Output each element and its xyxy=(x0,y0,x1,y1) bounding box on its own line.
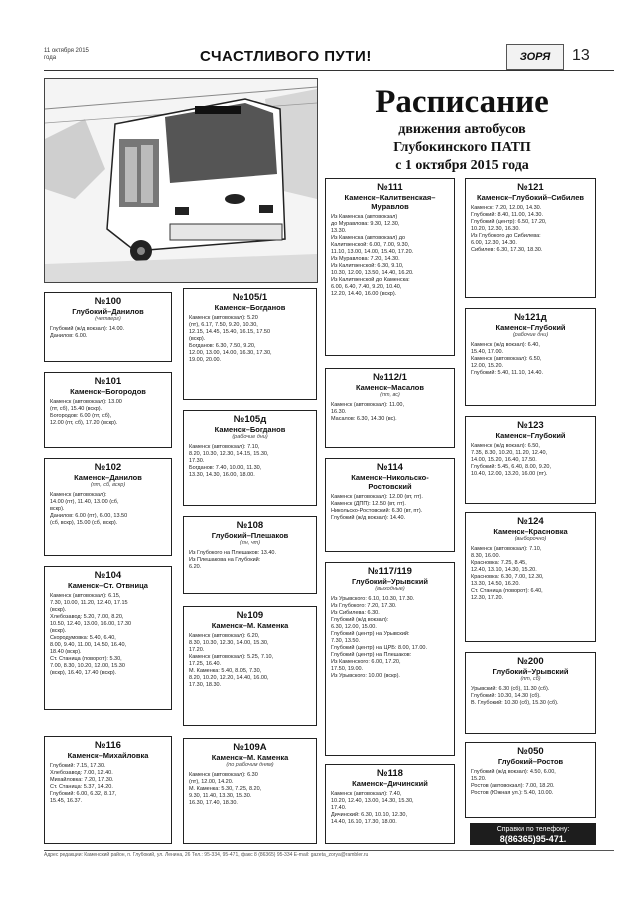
title-line-3: с 1 октября 2015 года xyxy=(395,158,529,173)
route-number: №109 xyxy=(236,610,264,621)
route-box xyxy=(183,288,317,400)
route-times xyxy=(331,791,449,826)
newspaper-logo: ЗОРЯ xyxy=(506,44,564,70)
route-time-line: 13.30, 14.50, 16.20. xyxy=(471,581,520,587)
route-box xyxy=(465,512,596,642)
route-number: №100 xyxy=(94,296,122,307)
route-time-line: Каменск (автовокзал): 6.20, xyxy=(189,633,260,639)
route-time-line: Каменск (автовокзал): 11.00, xyxy=(331,402,404,408)
route-time-line: 12.40, 13.10, 14.30, 15.20. xyxy=(471,567,537,573)
route-time-line: (вскр). xyxy=(50,607,67,613)
route-number: №104 xyxy=(94,570,122,581)
route-number: №200 xyxy=(517,656,544,667)
route-note: (рабочие дни) xyxy=(232,434,268,440)
route-name: Каменск–М. Каменка xyxy=(211,621,289,630)
route-name: Каменск–Богданов xyxy=(214,303,286,312)
route-number: №109А xyxy=(233,742,267,753)
route-time-line: Ст. Станица: 5.37, 14.20. xyxy=(50,784,113,790)
route-time-line: Глубокий (центр) на ЦРБ: 8.00, 17.00. xyxy=(331,645,428,651)
route-time-line: Из Глубокого на Плешаков: 13.40. xyxy=(189,550,277,556)
route-box xyxy=(325,368,455,448)
route-time-line: (вскр). xyxy=(189,336,206,342)
route-time-line: Из Муравлова: 7.20, 14.30. xyxy=(331,256,400,262)
route-time-line: 12.00 (пт, сб), 17.20 (вскр). xyxy=(50,420,118,426)
route-time-line: (пт), 12.00, 14.20. xyxy=(189,779,234,785)
route-box xyxy=(183,516,317,594)
route-time-line: Из Глубокого: 7.20, 17.30. xyxy=(331,603,397,609)
route-time-line: 7.30, 13.50. xyxy=(331,638,361,644)
route-box xyxy=(44,292,172,362)
route-time-line: (сб, вскр), 15.00 (сб, вскр). xyxy=(50,520,118,526)
route-name: Каменск–Глубокий xyxy=(495,431,566,440)
route-time-line: Глубокий: 10.30, 14.30 (сб). xyxy=(471,693,541,699)
route-time-line: Из Глубокого до Сибилева: xyxy=(471,233,541,239)
route-times xyxy=(471,342,590,377)
route-time-line: 8.30, 10.30, 12.30, 14.00, 15.30, xyxy=(189,640,269,646)
route-box xyxy=(465,652,596,734)
route-time-line: Ст. Станица (поворот): 6.40, xyxy=(471,588,543,594)
route-number: №121д xyxy=(514,312,547,323)
route-time-line: Глубокий (ж/д вокзал): 4.50, 6.00, xyxy=(471,769,556,775)
route-note: (четверг) xyxy=(95,316,121,322)
route-time-line: Из Сибилева: 6.30. xyxy=(331,610,380,616)
route-time-line: 10.30, 12.00, 13.50, 14.40, 16.20. xyxy=(331,270,414,276)
route-time-line: 8.00, 9.40, 11.00, 14.50, 16.40, xyxy=(50,642,127,648)
route-time-line: Глубокий: 6.00, 6.32, 8.17, xyxy=(50,791,117,797)
route-time-line: Никольско-Ростовский: 6.30 (вт, пт). xyxy=(331,508,423,514)
issue-date: 11 октября 2015 года xyxy=(44,48,89,61)
route-time-line: 10.50, 12.40, 13.00, 16.00, 17.30 xyxy=(50,621,132,627)
header-divider xyxy=(44,70,614,71)
route-number: №050 xyxy=(517,746,544,757)
route-time-line: Хлебозавод: 5.20, 7.00, 8.20, xyxy=(50,614,124,620)
route-time-line: Из Каменска (автовокзал) до xyxy=(331,235,406,241)
route-time-line: Глубокий: 5.45, 6.40, 8.00, 9.20, xyxy=(471,464,552,470)
route-times xyxy=(471,546,590,602)
route-name: Глубокий–Урывский xyxy=(351,577,428,586)
route-time-line: Каменск (автовокзал): 12.00 (вт, пт). xyxy=(331,494,423,500)
route-times xyxy=(50,399,166,427)
route-time-line: Каменск (автовокзал): xyxy=(50,492,107,498)
route-times xyxy=(189,772,311,807)
route-box xyxy=(465,178,596,298)
route-time-line: 12.00, 13.00, 14.00, 16.30, 17.30, xyxy=(189,350,272,356)
route-time-line: 16.30. xyxy=(331,409,347,415)
route-time-line: 14.40, 16.10, 17.30, 18.00. xyxy=(331,819,397,825)
route-time-line: Данилов: 6.00. xyxy=(50,333,88,339)
route-note: (пт, сб, вскр) xyxy=(90,482,126,488)
title-main: Расписание xyxy=(375,84,549,120)
route-time-line: Каменск (ж/д вокзал): 6.50, xyxy=(471,443,540,449)
route-number: №117/119 xyxy=(368,566,412,577)
route-name: Глубокий–Ростов xyxy=(497,757,564,766)
route-number: №102 xyxy=(94,462,122,473)
route-time-line: 15.40, 17.00. xyxy=(471,349,504,355)
route-time-line: Богданов: 7.40, 10.00, 11.30, xyxy=(189,465,262,471)
route-time-line: Данилов: 6.00 (пт), 6.00, 13.50 xyxy=(50,513,128,519)
route-name: Каменск–Данилов xyxy=(74,473,142,482)
route-time-line: Каменск (автовокзал): 6.15, xyxy=(50,593,121,599)
route-time-line: 14.00, 15.20, 16.40, 17.50. xyxy=(471,457,537,463)
route-name: Каменск–М. Каменка xyxy=(211,753,289,762)
route-time-line: Из Калитвенской до Каменска: xyxy=(331,277,410,283)
bus-illustration xyxy=(45,79,317,282)
route-box xyxy=(465,416,596,504)
route-time-line: 17.30, 18.30. xyxy=(189,682,222,688)
route-time-line: Каменск (автовокзал): 5.20 xyxy=(189,315,258,321)
route-time-line: 8.20, 10.30, 12.30, 14.15, 15.30, xyxy=(189,451,269,457)
route-note: (выборочно) xyxy=(514,536,547,542)
route-times xyxy=(50,492,166,527)
route-time-line: (пт, сб), 15.40 (вскр). xyxy=(50,406,103,412)
route-time-line: Глубокий: 5.40, 11.10, 14.40. xyxy=(471,370,543,376)
route-time-line: М. Каменка: 5.40, 8.05, 7.30, xyxy=(189,668,262,674)
route-time-line: Каменск (автовокзал): 13.00 xyxy=(50,399,122,405)
route-time-line: Каменск (автовокзал): 6.50, xyxy=(471,356,542,362)
route-times xyxy=(189,444,311,479)
route-box xyxy=(465,742,596,818)
route-time-line: Михайловка: 7.20, 17.30. xyxy=(50,777,114,783)
route-time-line: Глубокий (центр) на Плешаков: xyxy=(331,652,412,658)
route-number: №118 xyxy=(377,768,403,779)
route-name: Каменск–Богородов xyxy=(70,387,146,396)
route-name: Каменск–Дичинский xyxy=(352,779,428,788)
route-name: Каменск–Михайловка xyxy=(67,751,149,760)
route-time-line: Ростов (Южная ул.): 5.40, 10.00. xyxy=(471,790,554,796)
contact-label: Справки по телефону: xyxy=(496,826,570,833)
route-time-line: 19.00, 20.00. xyxy=(189,357,222,363)
route-time-line: 8.30, 16.00. xyxy=(471,553,501,559)
route-note: (рабочие дни) xyxy=(512,332,549,338)
route-time-line: 12.15, 14.45, 15.40, 16.15, 17.50 xyxy=(189,329,271,335)
route-times xyxy=(331,596,449,680)
route-time-line: 15.45, 16.37. xyxy=(50,798,83,804)
route-time-line: Из Плешакова на Глубокий: xyxy=(189,557,261,563)
section-title: СЧАСТЛИВОГО ПУТИ! xyxy=(200,48,372,65)
title-line-2: Глубокинского ПАТП xyxy=(393,140,531,155)
route-number: №114 xyxy=(377,462,403,473)
route-time-line: Каменск (автовокзал): 7.10, xyxy=(189,444,260,450)
route-time-line: 10.40, 12.00, 13.20, 16.00 (пт). xyxy=(471,471,548,477)
route-number: №112/1 xyxy=(373,372,407,383)
route-time-line: Каменск: 7.20, 12.00, 14.30. xyxy=(471,205,542,211)
route-time-line: 6.00, 12.30, 14.30. xyxy=(471,240,517,246)
route-times xyxy=(50,593,166,677)
route-time-line: 16.30, 17.40, 18.30. xyxy=(189,800,238,806)
route-time-line: Каменск (автовокзал): 5.25, 7.10, xyxy=(189,654,274,660)
route-name: Каменск–Красновка xyxy=(493,527,568,536)
route-time-line: Каменск (автовокзал): 6.30 xyxy=(189,772,258,778)
route-number: №123 xyxy=(517,420,544,431)
route-time-line: Из Калитвенской: 6.30, 9.10, xyxy=(331,263,404,269)
route-time-line: 6.00, 6.40, 7.40, 9.20, 10.40, xyxy=(331,284,402,290)
route-box xyxy=(44,372,172,448)
bus-photo xyxy=(44,78,318,283)
route-time-line: Богданов: 6.30, 7.50, 9.20, xyxy=(189,343,256,349)
route-number: №105д xyxy=(233,414,267,425)
route-time-line: 15.20. xyxy=(471,776,487,782)
route-name: Каменск–Богданов xyxy=(214,425,286,434)
route-time-line: 17.50, 19.00. xyxy=(331,666,364,672)
route-times xyxy=(471,443,590,478)
route-time-line: (вскр), 16.40, 17.40 (вскр). xyxy=(50,670,117,676)
route-time-line: Из Урывского: 10.00 (вскр). xyxy=(331,673,400,679)
footer-divider xyxy=(44,850,614,851)
route-box xyxy=(183,410,317,506)
route-note: (по рабочим дням) xyxy=(226,762,274,768)
route-time-line: Дичинский: 6.30, 10.10, 12.30, xyxy=(331,812,408,818)
route-times xyxy=(471,205,590,254)
route-time-line: В. Глубокий: 10.30 (сб), 15.30 (сб). xyxy=(471,700,559,706)
route-time-line: 13.30. xyxy=(331,228,347,234)
route-name: Глубокий–Данилов xyxy=(72,307,144,316)
route-box xyxy=(183,606,317,726)
route-number: №124 xyxy=(517,516,544,527)
route-time-line: 11.10, 13.00, 14.00, 15.40, 17.20. xyxy=(331,249,414,255)
route-times xyxy=(50,326,166,340)
route-time-line: 10.20, 12.30, 16.30. xyxy=(471,226,520,232)
route-times xyxy=(331,402,449,423)
route-time-line: М. Каменка: 5.30, 7.25, 8.20, xyxy=(189,786,262,792)
route-time-line: Глубокий: 8.40, 11.00, 14.30. xyxy=(471,212,543,218)
route-times xyxy=(331,494,449,522)
schedule-title xyxy=(326,84,598,174)
route-time-line: Сибилев: 6.30, 17.30, 18.30. xyxy=(471,247,543,253)
route-note: (пт, вс) xyxy=(380,392,400,398)
title-line-1: движения автобусов xyxy=(398,122,526,137)
route-time-line: 13.30, 14.30, 16.00, 18.00. xyxy=(189,472,255,478)
route-number: №111 xyxy=(377,182,403,193)
route-time-line: 7.30, 10.00, 11.20, 12.40, 17.15 xyxy=(50,600,128,606)
route-time-line: Из Каменска (автовокзал) xyxy=(331,214,398,220)
route-time-line: (вскр). xyxy=(50,628,67,634)
route-note: (пт, сб) xyxy=(520,676,541,682)
route-time-line: Красновка: 7.25, 8.45, xyxy=(471,560,527,566)
route-time-line: 7.00, 8.30, 10.20, 12.00, 15.30 xyxy=(50,663,125,669)
route-time-line: 17.40. xyxy=(331,805,347,811)
route-name: Каменск–Никольско-Ростовский xyxy=(351,473,429,491)
route-time-line: Глубокий (центр): 6.50, 17.20, xyxy=(471,219,547,225)
route-box xyxy=(44,566,172,710)
route-time-line: (пт), 6.17, 7.50, 9.20, 10.30, xyxy=(189,322,258,328)
route-time-line: Глубокий: 7.15, 17.30. xyxy=(50,763,106,769)
route-number: №116 xyxy=(95,740,121,751)
route-time-line: 12.20, 14.40, 16.00 (вскр). xyxy=(331,291,397,297)
route-time-line: 14.00 (пт), 11.40, 13.00 (сб, xyxy=(50,499,119,505)
route-times xyxy=(189,315,311,364)
route-time-line: Каменск (ж/д вокзал): 6.40, xyxy=(471,342,540,348)
route-time-line: 9.30, 11.40, 13.30, 15.30. xyxy=(189,793,252,799)
route-time-line: 18.40 (вскр). xyxy=(50,649,82,655)
route-time-line: 6.30, 12.00, 15.00. xyxy=(331,624,377,630)
route-time-line: вскр). xyxy=(50,506,65,512)
route-time-line: Каменск (автовокзал): 7.10, xyxy=(471,546,542,552)
route-name: Глубокий–Плешаков xyxy=(211,531,289,540)
route-times xyxy=(471,769,590,797)
route-note: (выходные) xyxy=(375,586,405,592)
route-time-line: Каменск (автовокзал): 7.40, xyxy=(331,791,402,797)
route-times xyxy=(189,550,311,571)
route-box xyxy=(465,308,596,406)
route-time-line: 17.30. xyxy=(189,458,205,464)
route-box xyxy=(183,738,317,844)
route-time-line: Богородов: 6.00 (пт, сб), xyxy=(50,413,112,419)
route-number: №101 xyxy=(94,376,122,387)
route-time-line: Глубокий (центр) на Урывский: xyxy=(331,631,410,637)
route-name: Каменск–Калитвенская–Муравлов xyxy=(344,193,436,211)
route-time-line: 12.30, 17.20. xyxy=(471,595,504,601)
route-time-line: до Муравлова: 9.30, 12.30, xyxy=(331,221,400,227)
footer-address: Адрес редакции: Каменский район, п. Глубокий, ул. Ленина, 26 Тел.: 95-334, 95-471, факс 8 (86365) 95-334 E-mail: gazeta_zorya@rambler.ru xyxy=(44,852,369,858)
route-time-line: Ст. Станица (поворот): 5.30, xyxy=(50,656,122,662)
route-times xyxy=(331,214,449,298)
route-box xyxy=(325,458,455,552)
route-name: Глубокий–Урывский xyxy=(492,667,569,676)
route-time-line: Каменск (ДПП): 12.50 (вт, пт). xyxy=(331,501,406,507)
route-time-line: Хлебозавод: 7.00, 12.40. xyxy=(50,770,113,776)
route-name: Каменск–Ст. Отвница xyxy=(68,581,148,590)
route-number: №108 xyxy=(236,520,264,531)
route-time-line: Глубокий (ж/д вокзал): 14.40. xyxy=(331,515,406,521)
route-times xyxy=(471,686,590,707)
route-time-line: 12.00, 15.20. xyxy=(471,363,504,369)
route-times xyxy=(50,763,166,805)
route-time-line: Красновка: 6.30, 7.00, 12.30, xyxy=(471,574,544,580)
route-box xyxy=(325,178,455,356)
route-time-line: Глубокий (ж/д вокзал): 14.00. xyxy=(50,326,125,332)
route-time-line: Скородумовка: 5.40, 6.40, xyxy=(50,635,116,641)
route-time-line: Калитвенской: 6.00, 7.00, 9.30, xyxy=(331,242,410,248)
route-name: Каменск–Глубокий–Сибилев xyxy=(477,193,584,202)
route-time-line: Масалов: 6.30, 14.30 (вс). xyxy=(331,416,397,422)
route-name: Каменск–Масалов xyxy=(356,383,424,392)
route-number: №105/1 xyxy=(232,292,268,303)
route-time-line: Из Каменского: 6.00, 17.20, xyxy=(331,659,401,665)
route-time-line: Из Урывского: 6.10, 10.30, 17.30. xyxy=(331,596,415,602)
route-box xyxy=(325,562,455,756)
route-time-line: Урывский: 6.30 (сб), 11.30 (сб). xyxy=(471,686,550,692)
contact-phone[interactable]: 8(86365)95-471. xyxy=(499,834,567,844)
route-name: Каменск–Глубокий xyxy=(495,323,566,332)
route-time-line: 7.35, 8.30, 10.20, 11.20, 12.40, xyxy=(471,450,548,456)
route-time-line: Глубокий (ж/д вокзал): xyxy=(331,617,389,623)
route-time-line: 10.20, 12.40, 13.00, 14.30, 15.30, xyxy=(331,798,414,804)
route-time-line: 8.20, 10.20, 12.20, 14.40, 16.00, xyxy=(189,675,269,681)
route-box xyxy=(44,458,172,556)
contact-box xyxy=(470,823,596,845)
route-times xyxy=(189,633,311,689)
route-time-line: 17.20. xyxy=(189,647,205,653)
route-time-line: 17.25, 16.40. xyxy=(189,661,222,667)
route-time-line: Ростов (автовокзал): 7.00, 18.20. xyxy=(471,783,555,789)
page-number: 13 xyxy=(572,47,590,64)
route-time-line: 6.20. xyxy=(189,564,202,570)
route-number: №121 xyxy=(517,182,544,193)
route-box xyxy=(325,764,455,844)
route-note: (пн, чт) xyxy=(239,540,261,546)
route-box xyxy=(44,736,172,844)
